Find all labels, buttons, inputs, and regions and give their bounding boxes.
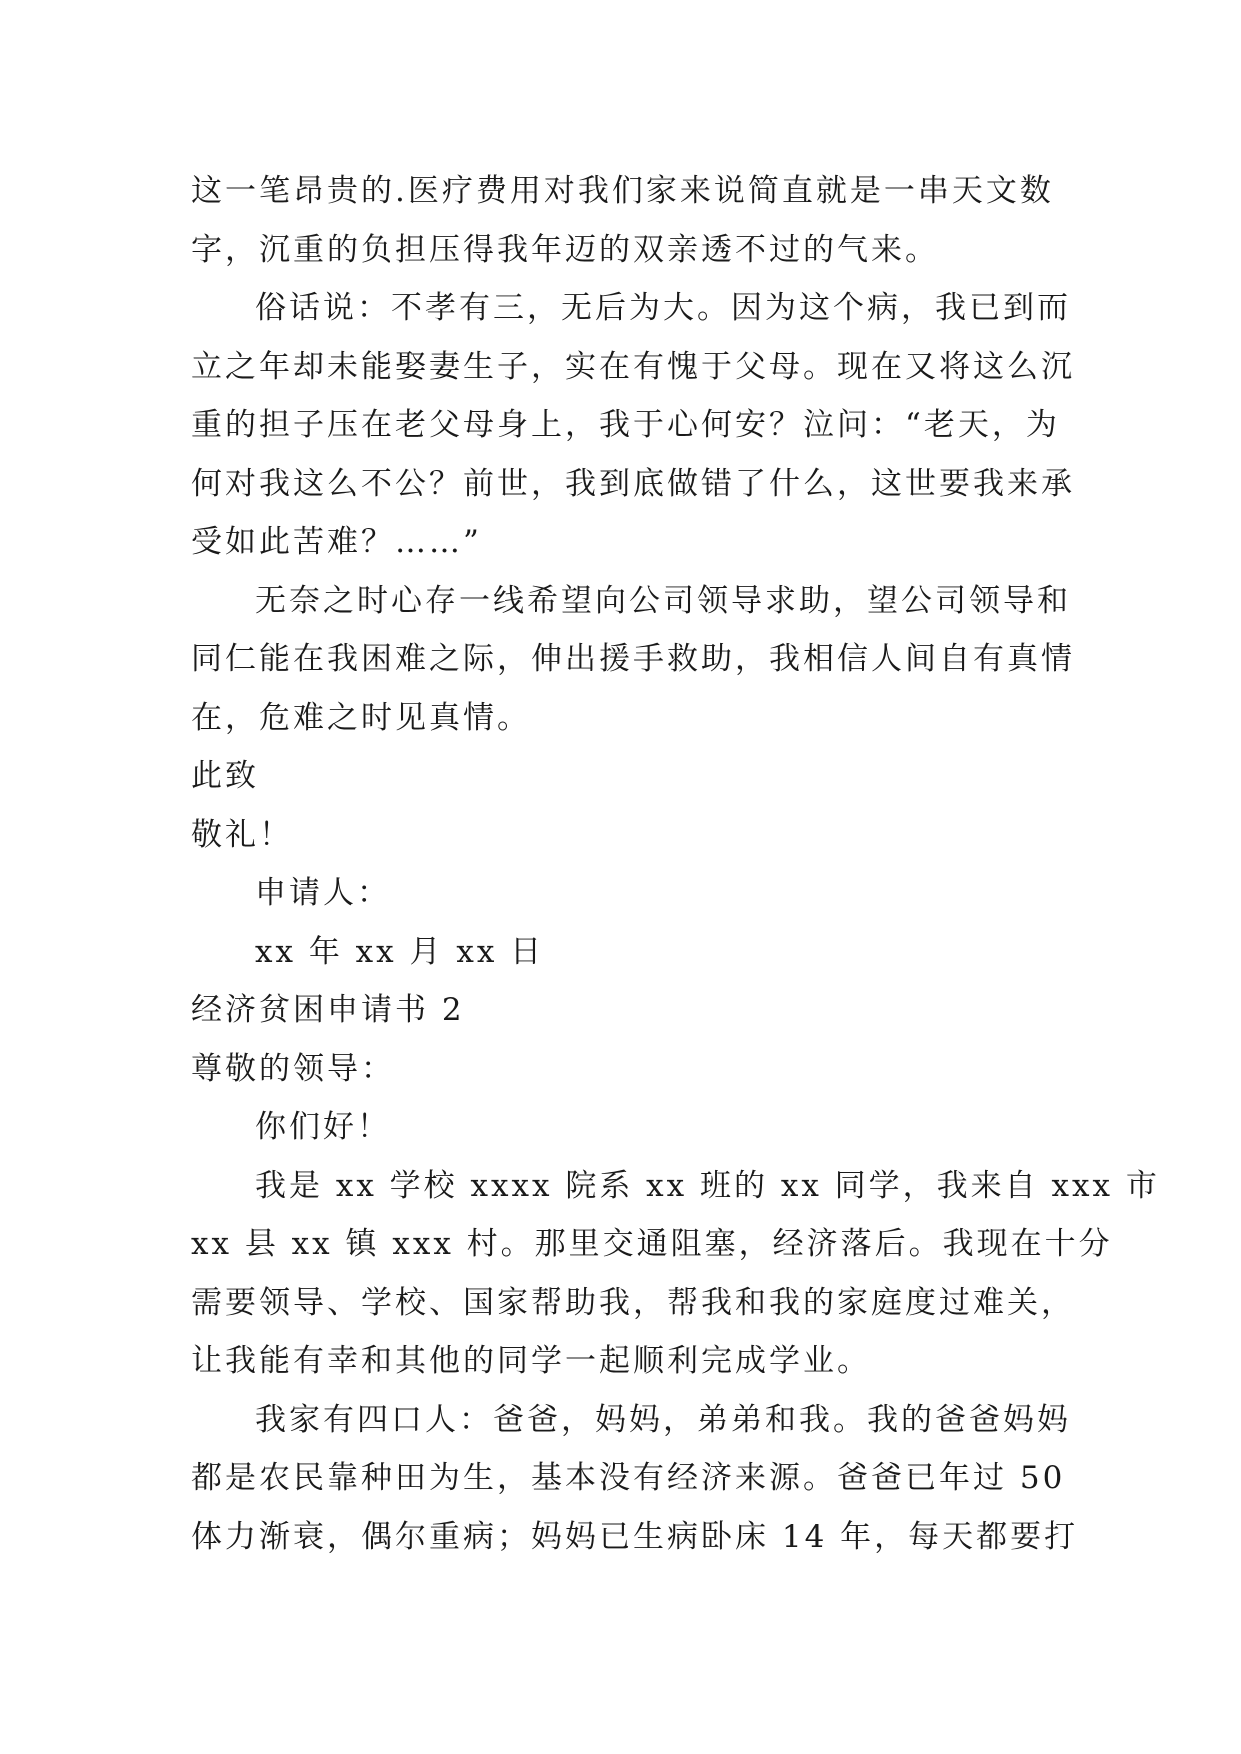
text-line: 字，沉重的负担压得我年迈的双亲透不过的气来。 xyxy=(191,231,939,268)
document-body xyxy=(191,162,1160,1566)
text-line: 立之年却未能娶妻生子，实在有愧于父母。现在又将这么沉 xyxy=(191,348,1075,385)
text-line: 让我能有幸和其他的同学一起顺利完成学业。 xyxy=(191,1343,871,1379)
text-line: 需要领导、学校、国家帮助我，帮我和我的家庭度过难关， xyxy=(191,1284,1075,1321)
text-line: 俗话说：不孝有三，无后为大。因为这个病，我已到而 xyxy=(255,290,1071,326)
section-title: 经济贫困申请书 2 xyxy=(191,992,465,1028)
text-line: 同仁能在我困难之际，伸出援手救助，我相信人间自有真情 xyxy=(191,641,1075,677)
text-line: 我是 xx 学校 xxxx 院系 xx 班的 xx 同学，我来自 xxx 市 xyxy=(255,1167,1160,1204)
text-line: xx 县 xx 镇 xxx 村。那里交通阻塞，经济落后。我现在十分 xyxy=(191,1226,1113,1262)
closing-salutation: 此致 xyxy=(191,758,259,794)
text-line: 这一笔昂贵的.医疗费用对我们家来说简直就是一串天文数 xyxy=(191,173,1054,209)
text-line: 都是农民靠种田为生，基本没有经济来源。爸爸已年过 50 xyxy=(191,1460,1066,1496)
closing-salutation: 敬礼！ xyxy=(191,816,293,853)
text-line: 何对我这么不公？前世，我到底做错了什么，这世要我来承 xyxy=(191,465,1075,502)
text-line: 无奈之时心存一线希望向公司领导求助，望公司领导和 xyxy=(255,582,1071,619)
text-line: 重的担子压在老父母身上，我于心何安？泣问：“老天，为 xyxy=(191,407,1060,443)
greeting: 你们好！ xyxy=(255,1109,391,1145)
applicant-label: 申请人： xyxy=(255,875,391,911)
text-line: 受如此苦难？……” xyxy=(191,524,482,560)
text-line: 在，危难之时见真情。 xyxy=(191,699,531,736)
date-line: xx 年 xx 月 xx 日 xyxy=(255,933,545,970)
greeting: 尊敬的领导： xyxy=(191,1050,395,1087)
text-line: 我家有四口人：爸爸，妈妈，弟弟和我。我的爸爸妈妈 xyxy=(255,1401,1071,1438)
text-line: 体力渐衰，偶尔重病；妈妈已生病卧床 14 年，每天都要打 xyxy=(191,1518,1079,1555)
